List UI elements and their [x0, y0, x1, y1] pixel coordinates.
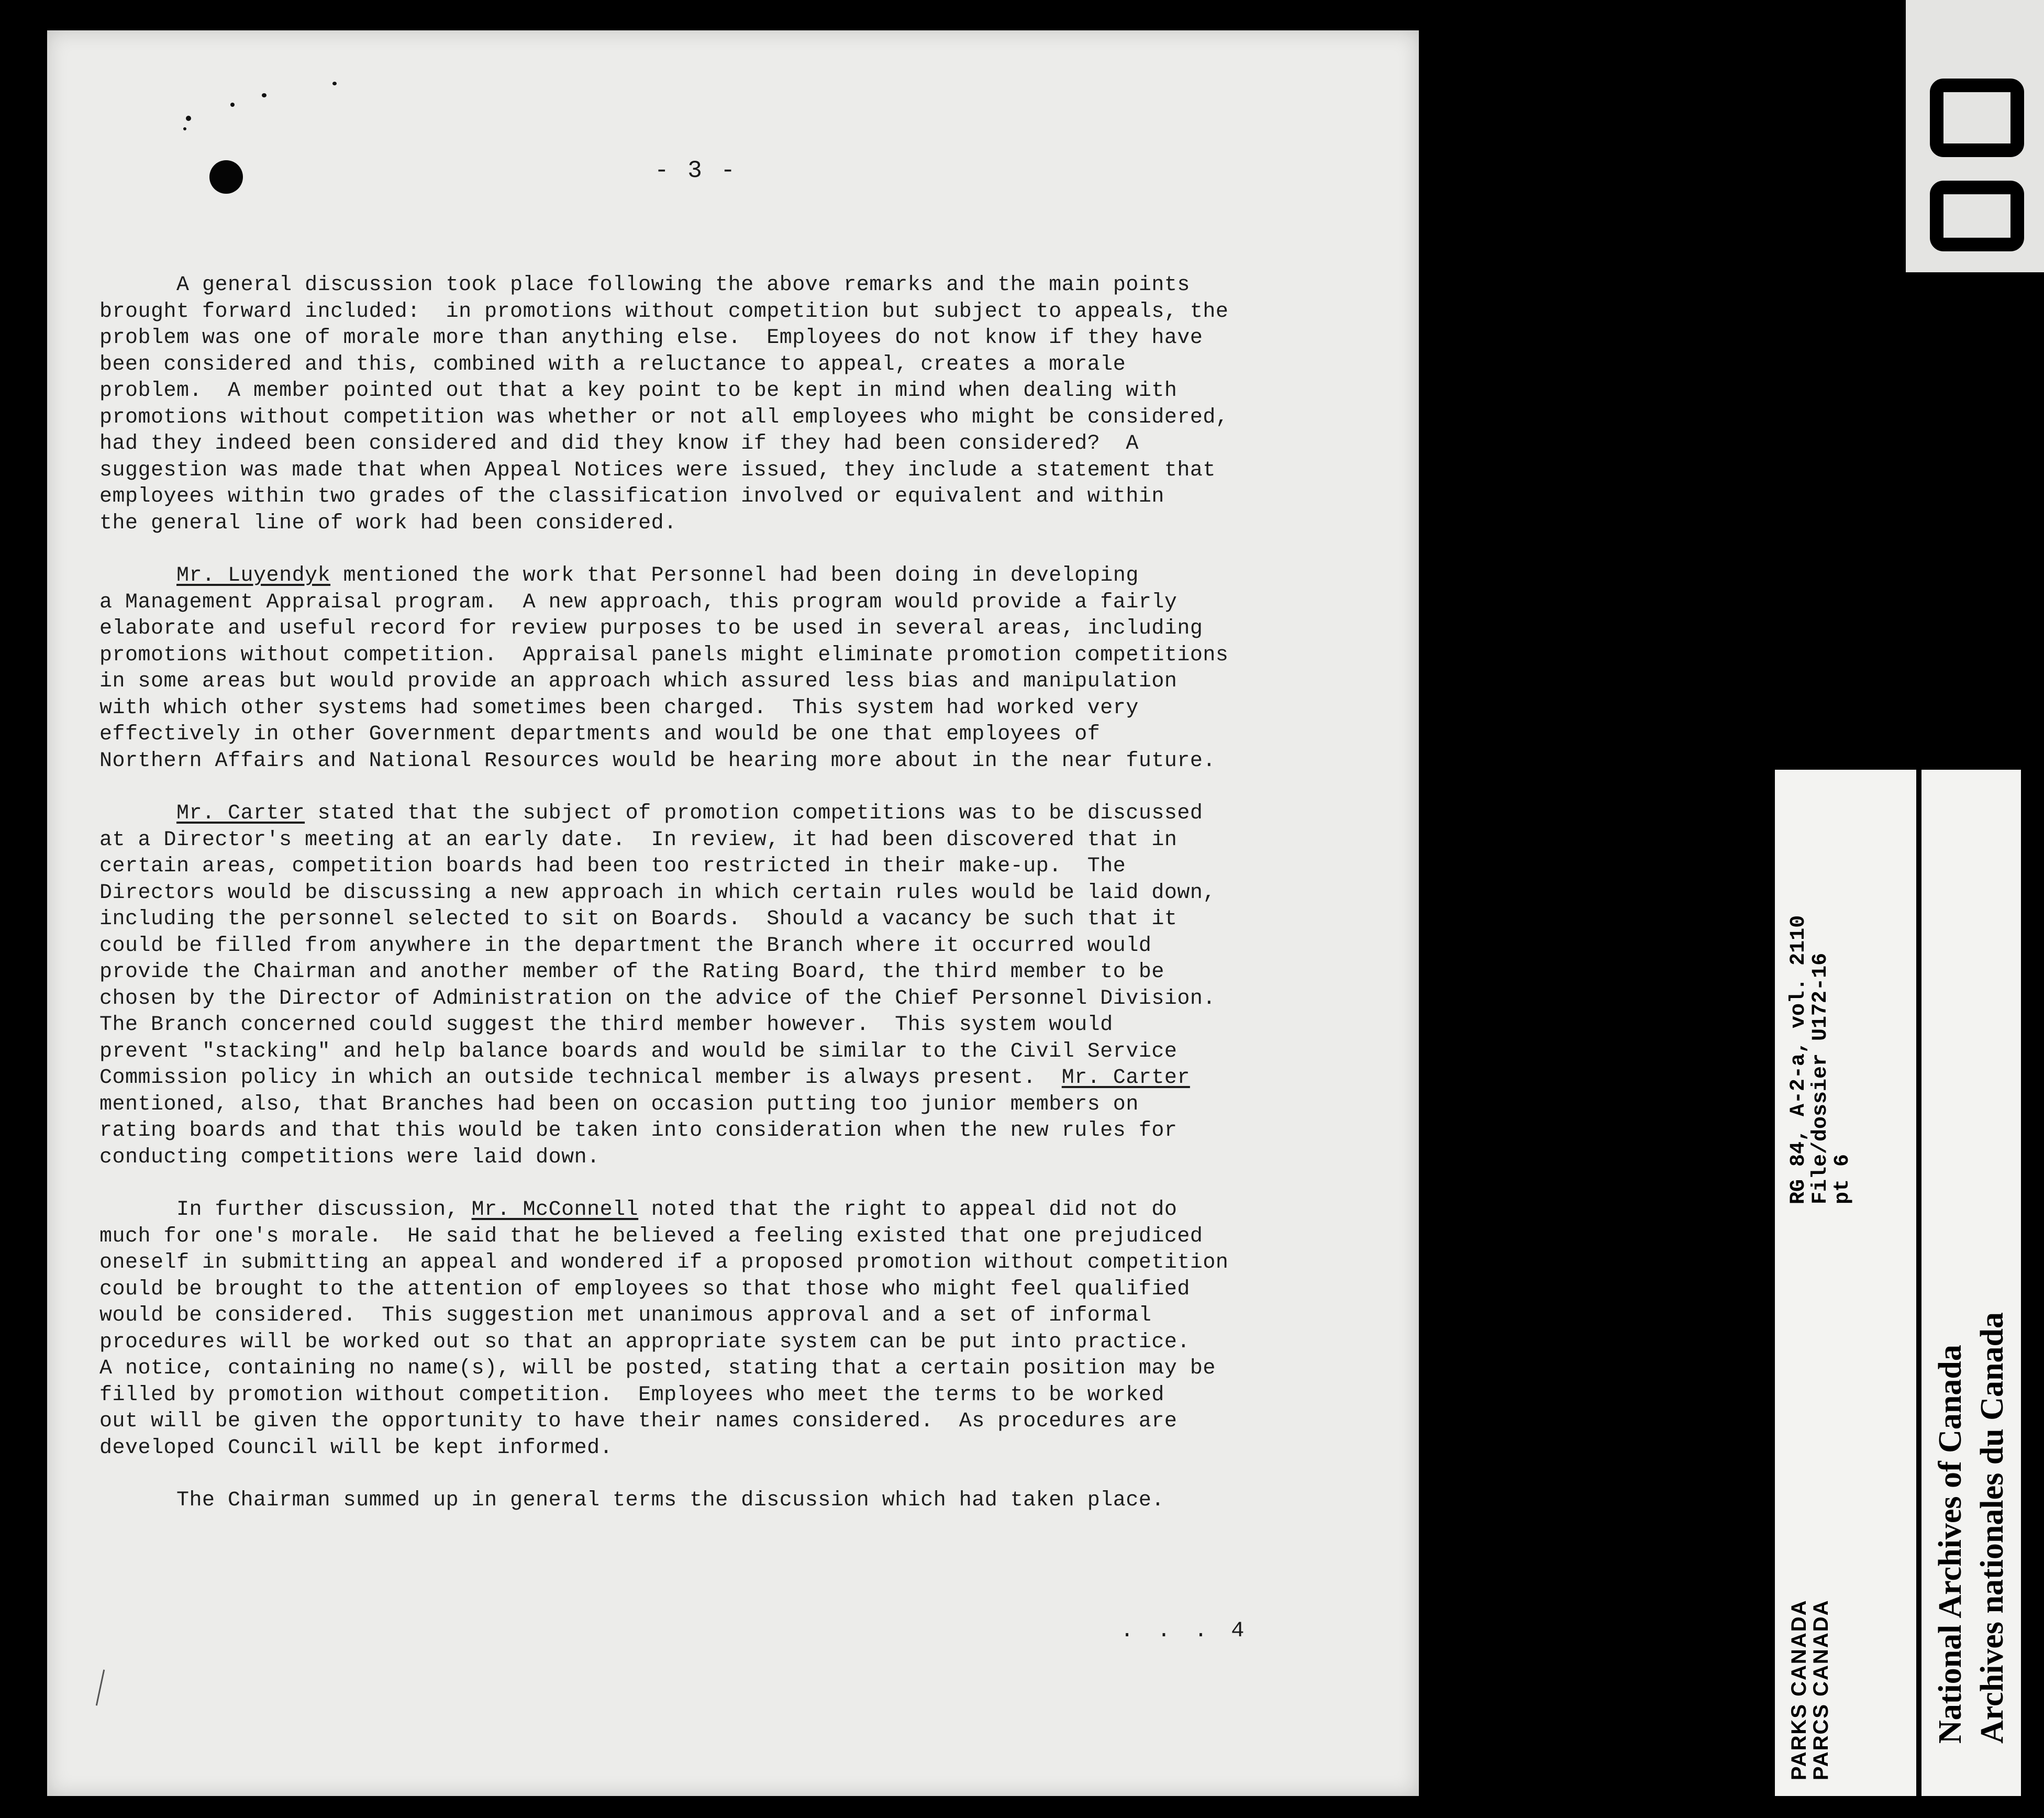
speaker-name: Mr. McConnell — [471, 1198, 639, 1222]
text-line: oneself in submitting an appeal and wondered if a proposed promotion without competition — [99, 1251, 1229, 1274]
paragraph-general-discussion — [99, 272, 1356, 537]
text-line: would be considered. This suggestion met unanimous approval and a set of informal — [99, 1304, 1152, 1327]
text-line: Northern Affairs and National Resources would be hearing more about in the near future. — [99, 749, 1216, 773]
text-line: In further discussion, — [99, 1198, 472, 1222]
speaker-name: Mr. Carter — [1061, 1066, 1190, 1090]
text-line: stated that the subject of promotion competitions was to be discussed — [305, 802, 1203, 825]
paragraph-carter — [99, 801, 1356, 1171]
text-line: The Branch concerned could suggest the third member however. This system would — [99, 1013, 1113, 1037]
stray-pen-mark — [96, 1669, 105, 1705]
text-line: could be brought to the attention of employees so that those who might feel qualified — [99, 1277, 1190, 1301]
paper-speck — [230, 103, 235, 107]
text-line: certain areas, competition boards had been too restricted in their make-up. The — [99, 855, 1126, 878]
paper-speck — [183, 127, 186, 130]
text-line: problem was one of morale more than anything else. Employees do not know if they have — [99, 326, 1203, 350]
text-line: at a Director's meeting at an early date. In review, it had been discovered that in — [99, 828, 1177, 852]
archives-label — [1929, 1312, 2013, 1744]
archive-label-strip — [1775, 770, 2021, 1796]
reference-line: File/dossier U172-16 — [1809, 952, 1832, 1204]
text-line: the general line of work had been considered. — [99, 511, 677, 535]
minutes-body — [99, 272, 1356, 1540]
text-line: with which other systems had sometimes been charged. This system had worked very — [99, 696, 1139, 720]
archives-line: Archives nationales du Canada — [1974, 1312, 2010, 1744]
text-line: conducting competitions were laid down. — [99, 1145, 600, 1169]
speaker-name: Mr. Luyendyk — [176, 564, 331, 587]
frame-marker-glyph — [1930, 181, 2024, 251]
punch-hole — [209, 160, 243, 194]
text-line: mentioned, also, that Branches had been on occasion putting too junior members on — [99, 1092, 1139, 1116]
reference-line: RG 84, A-2-a, vol. 2110 — [1787, 915, 1810, 1204]
film-frame-marker — [1906, 0, 2044, 272]
text-line: noted that the right to appeal did not do — [638, 1198, 1177, 1222]
text-line: in some areas but would provide an approach which assured less bias and manipulation — [99, 670, 1177, 693]
text-line: developed Council will be kept informed. — [99, 1436, 613, 1460]
text-line: out will be given the opportunity to have their names considered. As procedures are — [99, 1410, 1177, 1433]
text-line: A notice, containing no name(s), will be posted, stating that a certain position may be — [99, 1357, 1216, 1380]
text-line: could be filled from anywhere in the department the Branch where it occurred would — [99, 934, 1152, 958]
archive-reference — [1788, 915, 1854, 1204]
paper-speck — [262, 93, 266, 97]
text-line: mentioned the work that Personnel had been doing in developing — [330, 564, 1139, 587]
text-line: rating boards and that this would be taken into consideration when the new rules for — [99, 1119, 1177, 1143]
speaker-name: Mr. Carter — [176, 802, 305, 825]
text-line: promotions without competition was whether or not all employees who might be considered, — [99, 405, 1229, 429]
archives-line: National Archives of Canada — [1932, 1345, 1968, 1744]
text-line: Commission policy in which an outside technical member is always present. — [99, 1066, 1062, 1090]
agency-line: PARKS CANADA — [1787, 1599, 1810, 1780]
text-line: much for one's morale. He said that he believed a feeling existed that one prejudiced — [99, 1224, 1203, 1248]
paper-speck — [332, 82, 337, 85]
text-line: including the personnel selected to sit on Boards. Should a vacancy be such that it — [99, 907, 1177, 931]
reference-line: pt 6 — [1831, 1154, 1854, 1204]
agency-label — [1788, 1600, 1832, 1780]
text-line: chosen by the Director of Administration on the advice of the Chief Personnel Division. — [99, 986, 1216, 1011]
text-line: provide the Chairman and another member of the Rating Board, the third member to be — [99, 960, 1164, 984]
text-line: Directors would be discussing a new approach in which certain rules would be laid down, — [99, 881, 1216, 905]
text-line: The Chairman summed up in general terms the discussion which had taken place. — [99, 1489, 1164, 1512]
text-line: suggestion was made that when Appeal Notices were issued, they include a statement that — [99, 458, 1216, 482]
text-line: employees within two grades of the classification involved or equivalent and within — [99, 485, 1164, 508]
text-line: problem. A member pointed out that a key point to be kept in mind when dealing with — [99, 379, 1177, 403]
text-line: filled by promotion without competition. Employees who meet the terms to be worked — [99, 1383, 1164, 1407]
text-line: been considered and this, combined with a reluctance to appeal, creates a morale — [99, 352, 1126, 376]
frame-marker-glyph — [1930, 79, 2024, 157]
text-line: procedures will be worked out so that an appropriate system can be put into practice. — [99, 1330, 1190, 1354]
text-line: A general discussion took place following the above remarks and the main points — [99, 273, 1190, 297]
paper-speck — [186, 116, 191, 121]
text-line: brought forward included: in promotions without competition but subject to appeals, the — [99, 300, 1229, 324]
label-divider — [1916, 770, 1921, 1796]
text-line: elaborate and useful record for review purposes to be used in several areas, including — [99, 617, 1203, 640]
page-number: - 3 - — [654, 157, 738, 184]
text-line: had they indeed been considered and did they know if they had been considered? A — [99, 432, 1139, 456]
continuation-marker: . . . 4 — [1120, 1618, 1250, 1643]
text-line: a Management Appraisal program. A new approach, this program would provide a fairly — [99, 590, 1177, 614]
text-line: promotions without competition. Appraisal panels might eliminate promotion competitions — [99, 643, 1229, 667]
paragraph-luyendyk — [99, 563, 1356, 774]
text-line: effectively in other Government departments and would be one that employees of — [99, 723, 1101, 746]
paragraph-mcconnell — [99, 1197, 1356, 1461]
text-line: prevent "stacking" and help balance boards and would be similar to the Civil Service — [99, 1039, 1177, 1063]
agency-line: PARCS CANADA — [1809, 1599, 1832, 1780]
paragraph-chairman-summary — [99, 1488, 1356, 1514]
